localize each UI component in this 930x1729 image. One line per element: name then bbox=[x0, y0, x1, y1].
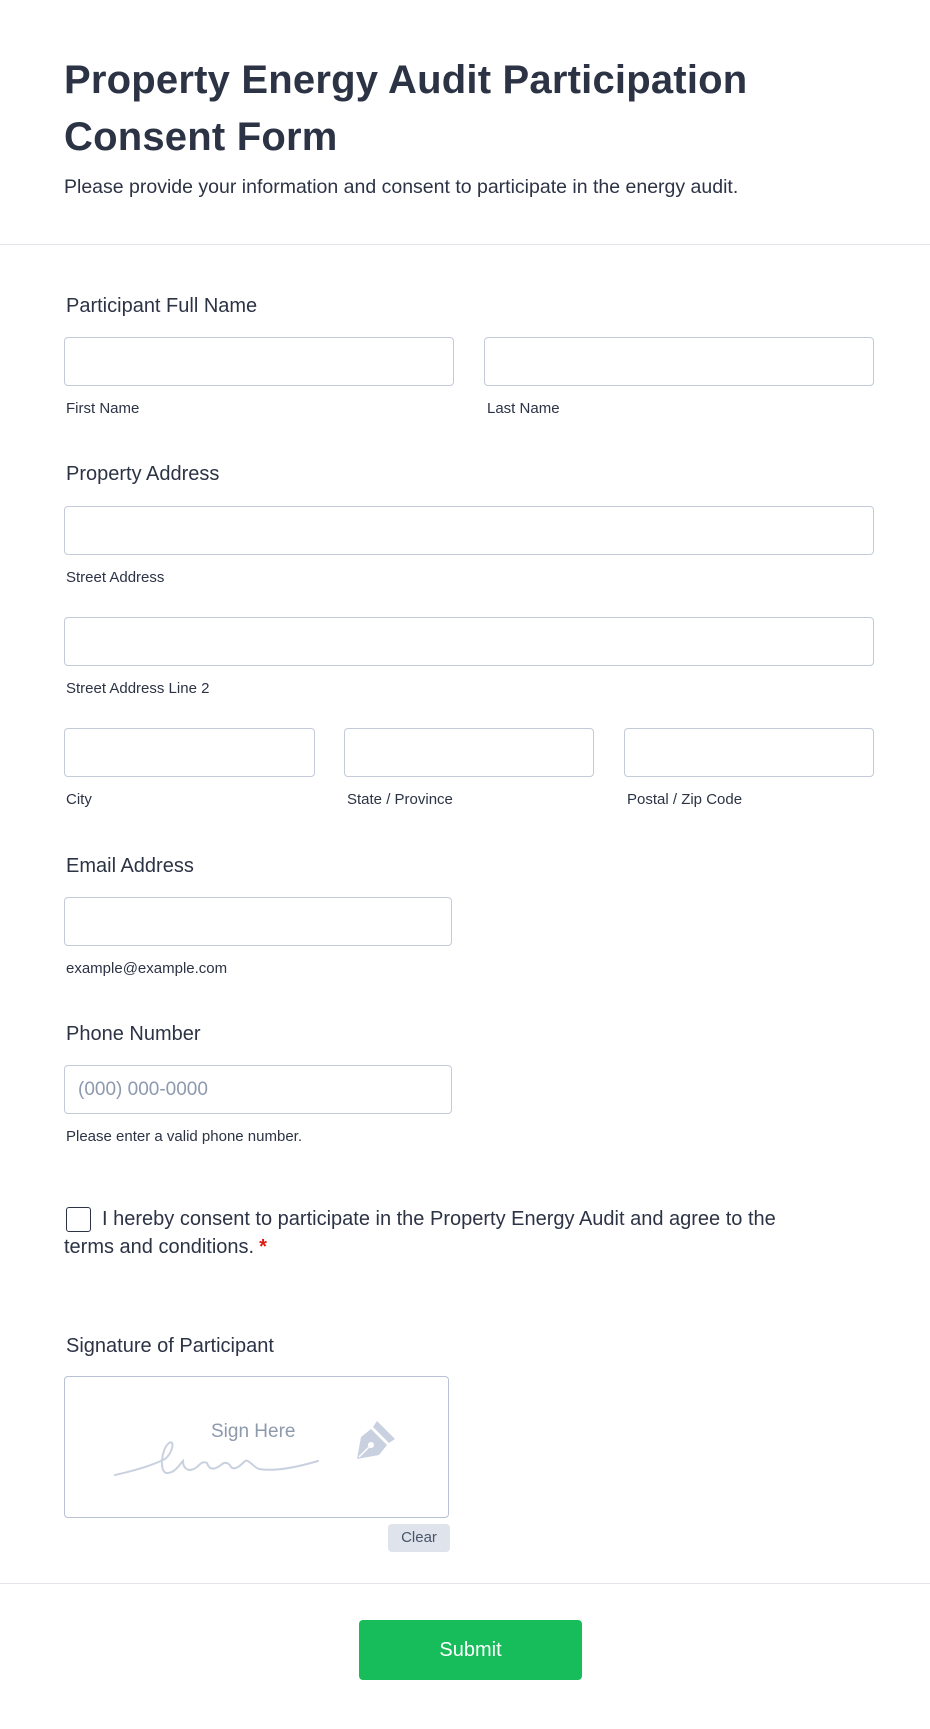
consent-text: I hereby consent to participate in the Property Energy Audit and agree to the terms and conditions. bbox=[64, 1208, 776, 1258]
last-name-input[interactable] bbox=[484, 337, 874, 386]
signature-label: Signature of Participant bbox=[66, 1335, 274, 1357]
street-address-line2-sublabel: Street Address Line 2 bbox=[66, 680, 210, 697]
email-section bbox=[64, 855, 874, 985]
signature-hint: Sign Here bbox=[211, 1421, 296, 1442]
phone-hint: Please enter a valid phone number. bbox=[66, 1128, 302, 1145]
phone-placeholder: (000) 000-0000 bbox=[78, 1079, 208, 1100]
clear-signature-button[interactable]: Clear bbox=[388, 1524, 450, 1552]
street-address-input[interactable] bbox=[64, 506, 874, 555]
required-asterisk: * bbox=[259, 1236, 267, 1258]
form-title: Property Energy Audit Participation Consent Form bbox=[64, 58, 748, 159]
submit-button[interactable]: Submit bbox=[359, 1620, 582, 1680]
state-input[interactable] bbox=[344, 728, 594, 777]
form-header bbox=[0, 0, 930, 245]
city-input[interactable] bbox=[64, 728, 315, 777]
footer-divider bbox=[0, 1583, 930, 1584]
consent-section bbox=[64, 1205, 874, 1265]
signature-pad[interactable] bbox=[64, 1376, 449, 1518]
phone-input[interactable] bbox=[64, 1065, 452, 1114]
consent-label bbox=[64, 1205, 784, 1261]
email-input[interactable] bbox=[64, 897, 452, 946]
form-subtitle: Please provide your information and consent to participate in the energy audit. bbox=[64, 176, 739, 198]
zip-input[interactable] bbox=[624, 728, 874, 777]
phone-label: Phone Number bbox=[66, 1023, 201, 1045]
signature-squiggle-icon bbox=[113, 1429, 348, 1489]
state-sublabel: State / Province bbox=[347, 791, 453, 808]
zip-sublabel: Postal / Zip Code bbox=[627, 791, 743, 808]
first-name-sublabel: First Name bbox=[66, 400, 140, 417]
address-label: Property Address bbox=[66, 463, 220, 485]
last-name-sublabel: Last Name bbox=[487, 400, 560, 417]
full-name-section bbox=[64, 295, 874, 425]
street-address-line2-input[interactable] bbox=[64, 617, 874, 666]
email-label: Email Address bbox=[66, 855, 194, 877]
full-name-label: Participant Full Name bbox=[66, 295, 258, 317]
city-sublabel: City bbox=[66, 791, 92, 808]
email-hint: example@example.com bbox=[66, 960, 228, 977]
phone-section bbox=[64, 1023, 874, 1153]
address-section bbox=[64, 463, 874, 823]
signature-section bbox=[64, 1335, 874, 1555]
first-name-input[interactable] bbox=[64, 337, 454, 386]
pen-nib-icon bbox=[351, 1419, 397, 1461]
street-address-sublabel: Street Address bbox=[66, 569, 165, 586]
